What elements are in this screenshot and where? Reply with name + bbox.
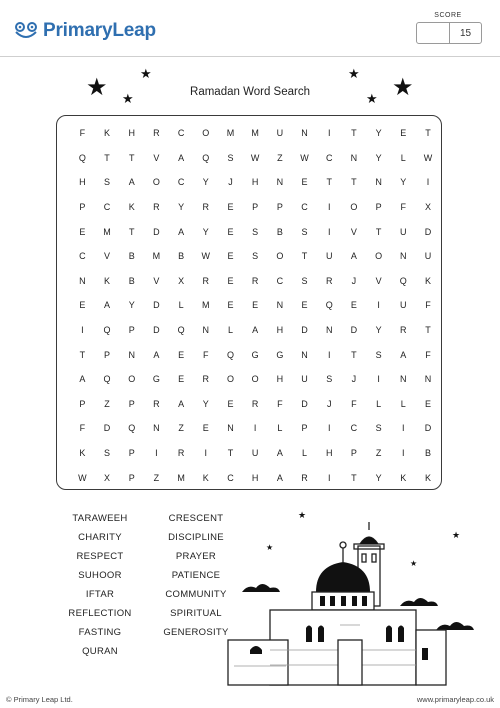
grid-cell[interactable]: W bbox=[78, 472, 87, 483]
grid-cell[interactable]: I bbox=[327, 202, 331, 213]
word-list-item: TARAWEEH bbox=[72, 513, 128, 524]
grid-cell[interactable]: S bbox=[252, 251, 259, 262]
grid-cell[interactable]: H bbox=[251, 472, 259, 483]
word-list-item: GENEROSITY bbox=[163, 627, 229, 638]
grid-cell[interactable]: E bbox=[227, 226, 234, 237]
grid-cell[interactable]: E bbox=[227, 398, 234, 409]
grid-cell[interactable]: T bbox=[128, 152, 135, 163]
grid-cell[interactable]: E bbox=[227, 251, 234, 262]
grid-cell[interactable]: D bbox=[153, 325, 160, 336]
grid-cell[interactable]: C bbox=[350, 423, 358, 434]
grid-cell[interactable]: Z bbox=[178, 423, 184, 434]
grid-cell[interactable]: F bbox=[79, 128, 86, 139]
grid-cell[interactable]: D bbox=[103, 423, 111, 434]
grid-cell[interactable]: R bbox=[153, 398, 160, 409]
grid-cell[interactable]: H bbox=[128, 128, 135, 139]
grid-cell[interactable]: P bbox=[128, 398, 135, 409]
grid-cell[interactable]: E bbox=[79, 300, 86, 311]
grid-cell[interactable]: E bbox=[301, 177, 308, 188]
grid-cell[interactable]: X bbox=[104, 472, 111, 483]
grid-cell[interactable]: R bbox=[177, 448, 185, 459]
grid-cell[interactable]: F bbox=[351, 398, 357, 409]
grid-cell[interactable]: Y bbox=[375, 325, 382, 336]
grid-cell[interactable]: U bbox=[301, 374, 308, 385]
grid-cell[interactable]: O bbox=[350, 202, 358, 213]
score-input[interactable] bbox=[417, 23, 450, 43]
grid-cell[interactable]: T bbox=[351, 349, 357, 360]
grid-cell[interactable]: A bbox=[153, 349, 160, 360]
grid-cell[interactable]: M bbox=[103, 226, 111, 237]
grid-cell[interactable]: S bbox=[301, 226, 308, 237]
grid-cell[interactable]: P bbox=[104, 349, 111, 360]
grid-cell[interactable]: R bbox=[202, 202, 210, 213]
frog-icon bbox=[14, 22, 38, 40]
grid-cell[interactable]: R bbox=[400, 325, 407, 336]
word-list-item: PATIENCE bbox=[171, 570, 221, 581]
grid-cell[interactable]: F bbox=[203, 349, 209, 360]
word-list-item: QURAN bbox=[82, 646, 118, 657]
grid-cell[interactable]: A bbox=[400, 349, 407, 360]
word-list-item: SUHOOR bbox=[78, 570, 122, 581]
grid-cell[interactable]: S bbox=[301, 275, 308, 286]
grid-cell[interactable]: U bbox=[424, 251, 432, 262]
grid-cell[interactable]: E bbox=[202, 423, 209, 434]
grid-cell[interactable]: W bbox=[300, 152, 309, 163]
grid-cell[interactable]: Y bbox=[400, 177, 407, 188]
grid-cell[interactable]: X bbox=[178, 275, 185, 286]
grid-cell[interactable]: E bbox=[301, 300, 308, 311]
grid-cell[interactable]: D bbox=[424, 226, 432, 237]
grid-cell[interactable]: Z bbox=[375, 448, 382, 459]
grid-cell[interactable]: Y bbox=[178, 202, 185, 213]
grid-cell[interactable]: F bbox=[425, 300, 431, 311]
grid-cell[interactable]: Q bbox=[177, 325, 185, 336]
grid-cell[interactable]: E bbox=[424, 398, 431, 409]
grid-cell[interactable]: P bbox=[79, 202, 86, 213]
word-list-item: PRAYER bbox=[175, 551, 217, 562]
grid-cell[interactable]: L bbox=[400, 152, 406, 163]
grid-cell[interactable]: A bbox=[178, 152, 185, 163]
grid-cell[interactable]: L bbox=[178, 300, 184, 311]
grid-cell[interactable]: S bbox=[252, 226, 259, 237]
grid-cell[interactable]: E bbox=[227, 275, 234, 286]
grid-cell[interactable]: E bbox=[227, 300, 234, 311]
grid-cell[interactable]: Q bbox=[399, 275, 407, 286]
grid-cell[interactable]: N bbox=[202, 325, 210, 336]
grid-cell[interactable]: E bbox=[350, 300, 357, 311]
grid-cell[interactable]: M bbox=[226, 128, 235, 139]
grid-cell[interactable]: B bbox=[128, 275, 135, 286]
grid-cell[interactable]: W bbox=[201, 251, 211, 262]
grid-cell[interactable]: C bbox=[227, 472, 234, 483]
grid-cell[interactable]: V bbox=[153, 275, 160, 286]
page-header bbox=[0, 0, 500, 56]
grid-cell[interactable]: G bbox=[251, 349, 259, 360]
word-list-item: FASTING bbox=[78, 627, 122, 638]
grid-cell[interactable]: L bbox=[400, 398, 406, 409]
word-list-item: IFTAR bbox=[85, 589, 115, 600]
grid-cell[interactable]: F bbox=[400, 202, 407, 213]
grid-cell[interactable]: I bbox=[377, 300, 380, 311]
grid-cell[interactable]: R bbox=[153, 202, 160, 213]
grid-cell[interactable]: O bbox=[128, 374, 136, 385]
grid-cell[interactable]: H bbox=[251, 177, 259, 188]
grid-cell[interactable]: A bbox=[178, 226, 185, 237]
grid-cell[interactable]: Q bbox=[78, 152, 86, 163]
primaryleap-logo[interactable] bbox=[14, 20, 156, 42]
grid-cell[interactable]: N bbox=[325, 325, 333, 336]
grid-cell[interactable]: L bbox=[302, 448, 308, 459]
grid-cell[interactable]: R bbox=[251, 275, 259, 286]
grid-cell[interactable]: M bbox=[152, 251, 161, 262]
grid-cell[interactable]: H bbox=[276, 325, 284, 336]
grid-cell[interactable]: H bbox=[79, 177, 86, 188]
grid-cell[interactable]: N bbox=[301, 349, 308, 360]
grid-cell[interactable]: C bbox=[325, 152, 333, 163]
grid-cell[interactable]: J bbox=[326, 398, 332, 409]
grid-cell[interactable]: Y bbox=[128, 300, 135, 311]
grid-cell[interactable]: Y bbox=[202, 177, 209, 188]
grid-cell[interactable]: B bbox=[424, 448, 431, 459]
grid-cell[interactable]: S bbox=[375, 349, 382, 360]
grid-cell[interactable]: E bbox=[400, 128, 407, 139]
grid-cell[interactable]: C bbox=[103, 202, 111, 213]
grid-cell[interactable]: I bbox=[377, 374, 380, 385]
grid-cell[interactable]: N bbox=[79, 275, 86, 286]
grid-cell[interactable]: I bbox=[426, 177, 430, 188]
grid-cell[interactable]: Q bbox=[226, 349, 234, 360]
grid-cell[interactable]: U bbox=[251, 448, 259, 459]
grid-cell[interactable]: T bbox=[104, 152, 110, 163]
grid-cell[interactable]: P bbox=[128, 472, 135, 483]
grid-cell[interactable]: T bbox=[79, 349, 86, 360]
score-label: SCORE bbox=[434, 12, 462, 19]
grid-cell[interactable]: K bbox=[424, 275, 431, 286]
word-list-item: REFLECTION bbox=[68, 608, 132, 619]
grid-cell[interactable]: P bbox=[252, 202, 259, 213]
grid-cell[interactable]: C bbox=[79, 251, 86, 262]
grid-cell[interactable]: N bbox=[424, 374, 432, 385]
grid-cell[interactable]: I bbox=[402, 448, 405, 459]
svg-text:★: ★ bbox=[410, 559, 418, 568]
grid-cell[interactable]: I bbox=[253, 423, 257, 434]
grid-cell[interactable]: Z bbox=[153, 472, 160, 483]
grid-cell[interactable]: O bbox=[226, 374, 234, 385]
grid-cell[interactable]: R bbox=[301, 472, 308, 483]
grid-cell[interactable]: N bbox=[153, 423, 160, 434]
grid-cell[interactable]: A bbox=[276, 472, 283, 483]
grid-cell[interactable]: P bbox=[79, 398, 86, 409]
grid-cell[interactable]: B bbox=[276, 226, 283, 237]
grid-cell[interactable]: P bbox=[128, 325, 135, 336]
grid-cell[interactable]: D bbox=[424, 423, 432, 434]
grid-cell[interactable]: V bbox=[153, 152, 160, 163]
grid-cell[interactable]: G bbox=[152, 374, 160, 385]
grid-cell[interactable]: O bbox=[251, 374, 259, 385]
grid-cell[interactable]: K bbox=[202, 472, 209, 483]
grid-cell[interactable]: O bbox=[276, 251, 284, 262]
grid-cell[interactable]: F bbox=[277, 398, 283, 409]
grid-cell[interactable]: R bbox=[153, 128, 160, 139]
svg-text:★: ★ bbox=[452, 531, 461, 541]
word-list-item: DISCIPLINE bbox=[168, 532, 224, 543]
grid-cell[interactable]: N bbox=[400, 251, 407, 262]
worksheet-title: Ramadan Word Search bbox=[190, 86, 310, 98]
grid-cell[interactable]: B bbox=[128, 251, 135, 262]
grid-cell[interactable]: T bbox=[227, 448, 234, 459]
grid-cell[interactable]: K bbox=[128, 202, 135, 213]
grid-cell[interactable]: T bbox=[301, 251, 308, 262]
grid-cell[interactable]: Z bbox=[104, 398, 110, 409]
grid-cell[interactable]: H bbox=[276, 374, 284, 385]
grid-cell[interactable]: K bbox=[104, 128, 111, 139]
grid-cell[interactable]: T bbox=[425, 325, 431, 336]
grid-cell[interactable]: M bbox=[251, 128, 259, 139]
grid-cell[interactable]: K bbox=[79, 448, 86, 459]
word-list-item: CHARITY bbox=[78, 532, 122, 543]
grid-cell[interactable]: U bbox=[276, 128, 284, 139]
grid-cell[interactable]: R bbox=[202, 275, 210, 286]
grid-cell[interactable]: N bbox=[128, 349, 135, 360]
word-list-item: CRESCENT bbox=[168, 513, 224, 524]
grid-cell[interactable]: K bbox=[104, 275, 111, 286]
word-list-item: COMMUNITY bbox=[165, 589, 227, 600]
grid-cell[interactable]: I bbox=[81, 325, 84, 336]
grid-cell[interactable]: D bbox=[153, 226, 160, 237]
word-search-grid bbox=[56, 115, 442, 490]
grid-cell[interactable]: J bbox=[228, 177, 233, 188]
grid-cell[interactable]: K bbox=[400, 472, 407, 483]
grid-cell[interactable]: L bbox=[227, 325, 233, 336]
grid-cell[interactable]: B bbox=[178, 251, 185, 262]
grid-cell[interactable]: Q bbox=[128, 423, 136, 434]
grid-cell[interactable]: D bbox=[350, 325, 358, 336]
grid-cell[interactable]: N bbox=[227, 423, 234, 434]
grid-cell[interactable]: I bbox=[402, 423, 405, 434]
grid-cell[interactable]: T bbox=[128, 226, 135, 237]
grid-cell[interactable]: Y bbox=[202, 398, 209, 409]
grid-cell[interactable]: I bbox=[327, 472, 331, 483]
star-icon: ★ bbox=[348, 66, 360, 81]
grid-cell[interactable]: I bbox=[155, 448, 158, 459]
grid-cell[interactable]: Y bbox=[375, 128, 382, 139]
svg-text:★: ★ bbox=[266, 543, 274, 552]
word-list-item: RESPECT bbox=[76, 551, 124, 562]
grid-cell[interactable]: F bbox=[79, 423, 86, 434]
grid-cell[interactable]: P bbox=[276, 202, 283, 213]
grid-cell[interactable]: A bbox=[79, 374, 86, 385]
grid-cell[interactable]: A bbox=[178, 398, 185, 409]
grid-cell[interactable]: F bbox=[425, 349, 431, 360]
grid-cell[interactable]: N bbox=[276, 177, 284, 188]
grid-cell[interactable]: K bbox=[424, 472, 431, 483]
grid-cell[interactable]: P bbox=[375, 202, 382, 213]
grid-cell[interactable]: V bbox=[104, 251, 111, 262]
grid-cell[interactable]: A bbox=[276, 448, 283, 459]
grid-cell[interactable]: I bbox=[327, 423, 331, 434]
grid-cell[interactable]: W bbox=[423, 152, 433, 163]
grid-cell[interactable]: T bbox=[425, 128, 431, 139]
grid-cell[interactable]: M bbox=[202, 300, 210, 311]
grid-cell[interactable]: J bbox=[351, 374, 357, 385]
grid-cell[interactable]: T bbox=[351, 177, 357, 188]
grid-cell[interactable]: E bbox=[252, 300, 259, 311]
logo-text: PrimaryLeap bbox=[43, 20, 156, 41]
grid-cell[interactable]: Y bbox=[202, 226, 209, 237]
grid-cell[interactable]: T bbox=[351, 472, 357, 483]
grid-cell[interactable]: A bbox=[128, 177, 135, 188]
grid-cell[interactable]: Q bbox=[325, 300, 333, 311]
grid-cell[interactable]: D bbox=[153, 300, 160, 311]
grid-cell[interactable]: A bbox=[350, 251, 357, 262]
grid-cell[interactable]: W bbox=[250, 152, 260, 163]
website-link[interactable]: www.primaryleap.co.uk bbox=[416, 695, 494, 704]
grid-cell[interactable]: Q bbox=[103, 325, 111, 336]
grid-cell[interactable]: E bbox=[227, 202, 234, 213]
grid-cell[interactable]: U bbox=[400, 300, 407, 311]
star-icon: ★ bbox=[140, 66, 152, 81]
grid-cell[interactable]: M bbox=[177, 472, 185, 483]
grid-cell[interactable]: C bbox=[177, 128, 185, 139]
grid-cell[interactable]: Y bbox=[375, 472, 382, 483]
star-icon: ★ bbox=[392, 74, 414, 101]
grid-cell[interactable]: Q bbox=[202, 152, 210, 163]
grid-cell[interactable]: V bbox=[350, 226, 357, 237]
grid-cell[interactable]: S bbox=[104, 448, 111, 459]
grid-cell[interactable]: N bbox=[375, 177, 382, 188]
grid-cell[interactable]: N bbox=[276, 300, 284, 311]
grid-cell[interactable]: V bbox=[375, 275, 382, 286]
grid-cell[interactable]: S bbox=[104, 177, 111, 188]
grid-cell[interactable]: I bbox=[327, 349, 331, 360]
grid-cell[interactable]: A bbox=[252, 325, 259, 336]
copyright-text: © Primary Leap Ltd. bbox=[6, 695, 73, 704]
grid-cell[interactable]: D bbox=[301, 325, 308, 336]
grid-cell[interactable]: R bbox=[251, 398, 259, 409]
star-icon: ★ bbox=[366, 91, 378, 106]
grid-cell[interactable]: E bbox=[79, 226, 86, 237]
star-icon: ★ bbox=[86, 74, 108, 101]
grid-cell[interactable]: N bbox=[301, 128, 308, 139]
grid-cell[interactable]: J bbox=[351, 275, 357, 286]
grid-cell[interactable]: O bbox=[202, 128, 210, 139]
grid-cell[interactable]: D bbox=[301, 398, 308, 409]
score-total: 15 bbox=[459, 27, 472, 39]
grid-cell[interactable]: Q bbox=[103, 374, 111, 385]
grid-cell[interactable]: L bbox=[376, 398, 382, 409]
grid-cell[interactable]: P bbox=[128, 448, 135, 459]
grid-cell[interactable]: T bbox=[351, 128, 357, 139]
grid-cell[interactable]: E bbox=[178, 374, 185, 385]
grid-cell[interactable]: P bbox=[301, 423, 308, 434]
grid-cell[interactable]: R bbox=[202, 374, 210, 385]
grid-cell[interactable]: L bbox=[277, 423, 283, 434]
star-icon: ★ bbox=[122, 91, 134, 106]
grid-cell[interactable]: Y bbox=[375, 152, 382, 163]
score-box bbox=[416, 22, 482, 44]
grid-cell[interactable]: A bbox=[104, 300, 111, 311]
grid-cell[interactable]: I bbox=[327, 128, 331, 139]
grid-cell[interactable]: S bbox=[227, 152, 234, 163]
grid-cell[interactable]: O bbox=[375, 251, 383, 262]
grid-cell[interactable]: E bbox=[178, 349, 185, 360]
grid-cell[interactable]: N bbox=[400, 374, 407, 385]
svg-text:★: ★ bbox=[298, 511, 307, 521]
letter-grid bbox=[70, 121, 440, 490]
grid-cell[interactable]: Z bbox=[277, 152, 283, 163]
grid-cell[interactable]: I bbox=[204, 448, 208, 459]
grid-cell[interactable]: P bbox=[350, 448, 357, 459]
grid-cell[interactable]: C bbox=[301, 202, 308, 213]
grid-cell[interactable]: H bbox=[325, 448, 333, 459]
grid-cell[interactable]: C bbox=[177, 177, 185, 188]
grid-cell[interactable]: G bbox=[276, 349, 284, 360]
grid-cell[interactable]: I bbox=[327, 226, 331, 237]
grid-cell[interactable]: X bbox=[424, 202, 431, 213]
grid-cell[interactable]: U bbox=[325, 251, 333, 262]
grid-cell[interactable]: T bbox=[326, 177, 332, 188]
grid-cell[interactable]: S bbox=[326, 374, 333, 385]
grid-cell[interactable]: S bbox=[375, 423, 382, 434]
header-divider bbox=[0, 56, 500, 57]
grid-cell[interactable]: N bbox=[350, 152, 358, 163]
word-list-item: SPIRITUAL bbox=[170, 608, 222, 619]
grid-cell[interactable]: O bbox=[152, 177, 160, 188]
mosque-illustration bbox=[210, 500, 500, 690]
grid-cell[interactable]: R bbox=[325, 275, 333, 286]
grid-cell[interactable]: U bbox=[400, 226, 407, 237]
grid-cell[interactable]: T bbox=[375, 226, 382, 237]
grid-cell[interactable]: C bbox=[276, 275, 284, 286]
